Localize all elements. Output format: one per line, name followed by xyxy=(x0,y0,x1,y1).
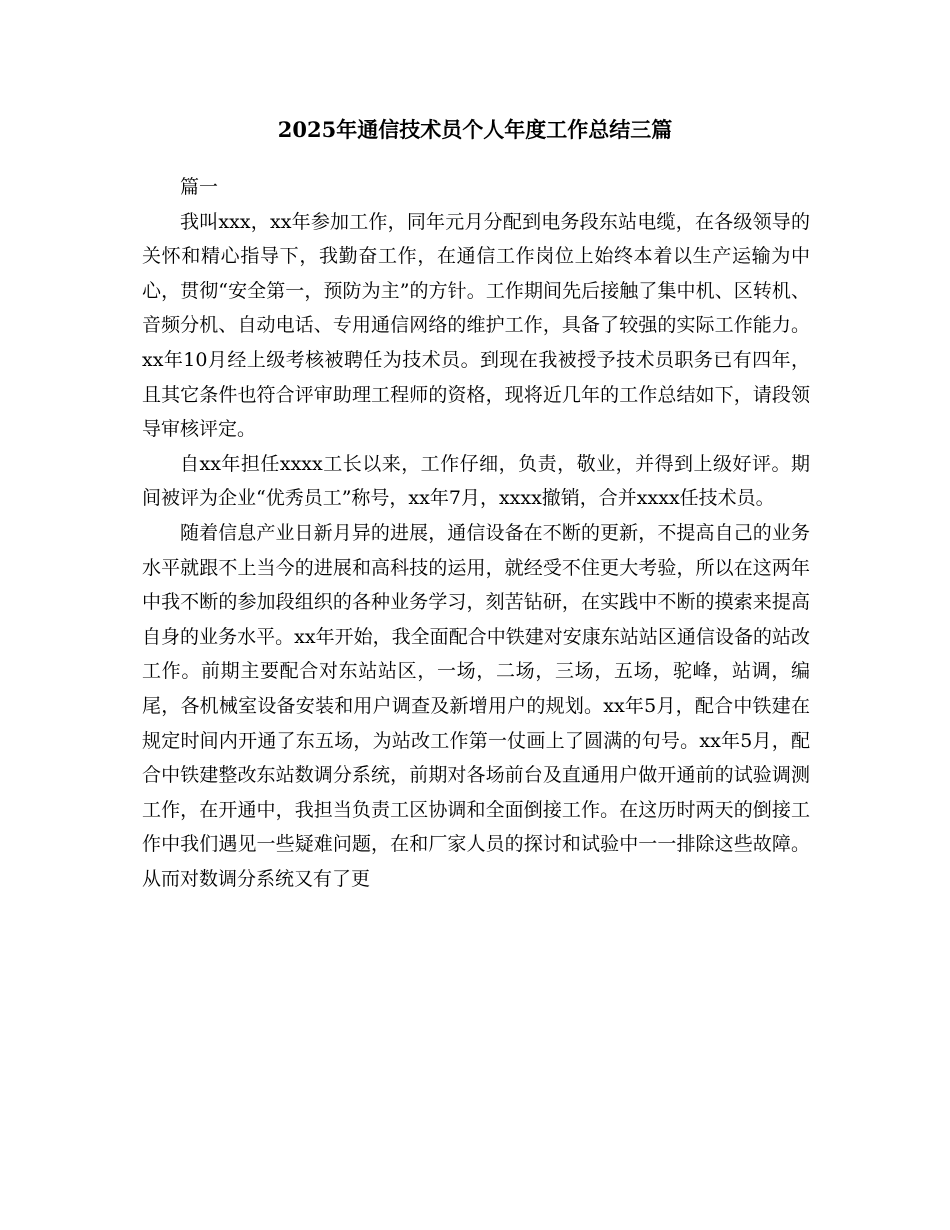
paragraph-2: 自xx年担任xxxx工长以来，工作仔细，负责，敬业，并得到上级好评。期间被评为企业“优秀员工”称号，xx年7月，xxxx撤销，合并xxxx任技术员。 xyxy=(142,452,810,510)
document-body xyxy=(142,170,810,896)
paragraph-1: 我叫xxx，xx年参加工作，同年元月分配到电务段东站电缆，在各级领导的关怀和精心指导下，我勤奋工作，在通信工作岗位上始终本着以生产运输为中心，贯彻“安全第一，预防为主”的方针。工作期间先后接触了集中机、区转机、音频分机、自动电话、专用通信网络的维护工作，具备了较强的实际工作能力。xx年10月经上级考核被聘任为技术员。到现在我被授予技术员职务已有四年，且其它条件也符合评审助理工程师的资格，现将近几年的工作总结如下，请段领导审核评定。 xyxy=(142,210,810,441)
document-title: 2025年通信技术员个人年度工作总结三篇 xyxy=(277,117,673,142)
section-heading: 篇一 xyxy=(180,176,219,198)
paragraph-3: 随着信息产业日新月异的进展，通信设备在不断的更新，不提高自己的业务水平就跟不上当今的进展和高科技的运用，就经受不住更大考验，所以在这两年中我不断的参加段组织的各种业务学习，刻苦钻研，在实践中不断的摸索来提高自身的业务水平。xx年开始，我全面配合中铁建对安康东站站区通信设备的站改工作。前期主要配合对东站站区，一场，二场，三场，五场，驼峰，站调，编尾，各机械室设备安装和用户调查及新增用户的规划。xx年5月，配合中铁建在规定时间内开通了东五场，为站改工作第一仗画上了圆满的句号。xx年5月，配合中铁建整改东站数调分系统，前期对各场前台及直通用户做开通前的试验调测工作，在开通中，我担当负责工区协调和全面倒接工作。在这历时两天的倒接工作中我们遇见一些疑难问题，在和厂家人员的探讨和试验中一一排除这些故障。从而对数调分系统又有了更 xyxy=(142,521,810,890)
